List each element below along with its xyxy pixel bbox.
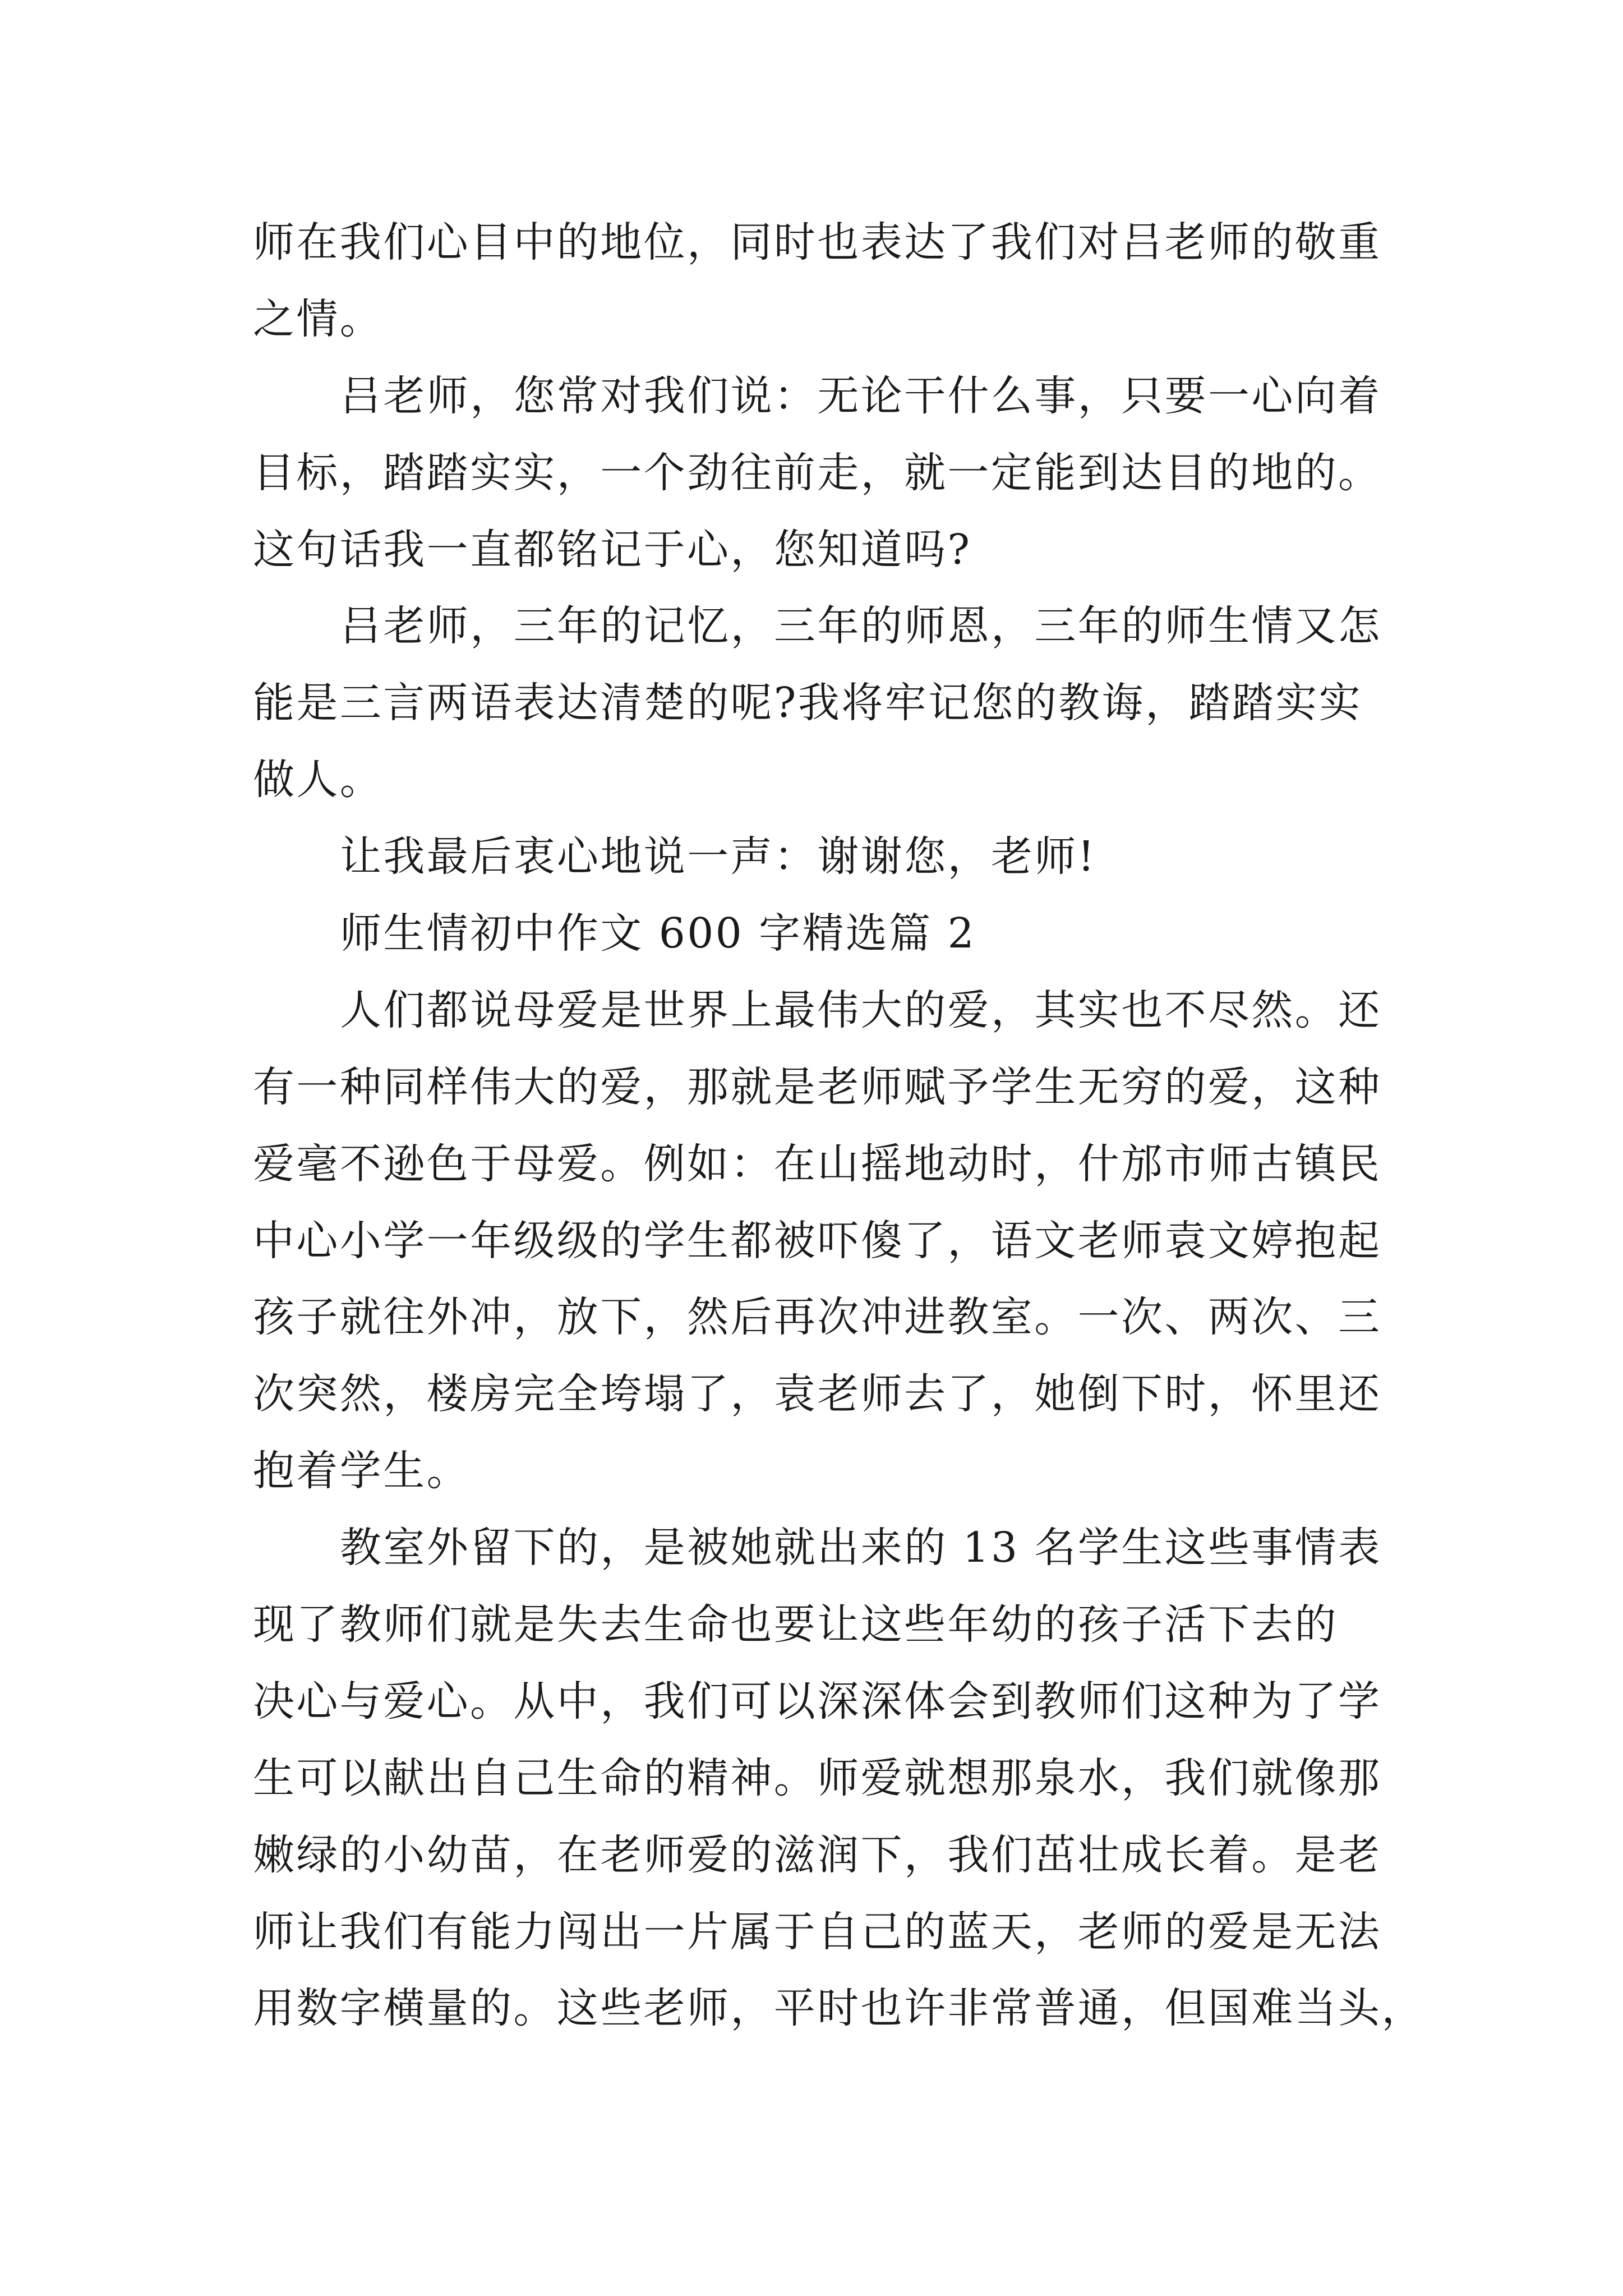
paragraph (253, 588, 1431, 818)
text-line: 师生情初中作文 600 字精选篇 2 (340, 909, 976, 958)
body-text (253, 204, 1431, 2047)
paragraph (253, 1510, 1431, 2047)
paragraph (253, 818, 1431, 895)
paragraph (253, 358, 1431, 588)
text-line: 中心小学一年级级的学生都被吓傻了，语文老师袁文婷抱起 (253, 1216, 1382, 1265)
text-line: 能是三言两语表达清楚的呢?我将牢记您的教诲，踏踏实实 (253, 679, 1363, 728)
text-line: 师在我们心目中的地位，同时也表达了我们对吕老师的敬重 (253, 218, 1382, 266)
text-line: 让我最后衷心地说一声：谢谢您，老师! (340, 832, 1096, 881)
text-line: 之情。 (253, 295, 384, 343)
text-line: 生可以献出自己生命的精神。师爱就想那泉水，我们就像那 (253, 1754, 1382, 1802)
text-line: 有一种同样伟大的爱，那就是老师赋予学生无穷的爱，这种 (253, 1062, 1382, 1111)
text-line: 抱着学生。 (253, 1447, 470, 1496)
paragraph (253, 895, 1431, 972)
text-line: 用数字横量的。这些老师，平时也许非常普通，但国难当头， (253, 1984, 1425, 2033)
text-line: 教室外留下的，是被她就出来的 13 名学生这些事情表 (340, 1524, 1382, 1572)
text-line: 嫩绿的小幼苗，在老师爱的滋润下，我们茁壮成长着。是老 (253, 1830, 1382, 1879)
paragraph (253, 972, 1431, 1510)
text-line: 次突然，楼房完全垮塌了，袁老师去了，她倒下时，怀里还 (253, 1370, 1382, 1419)
text-line: 目标，踏踏实实，一个劲往前走，就一定能到达目的地的。 (253, 448, 1382, 497)
text-line: 决心与爱心。从中，我们可以深深体会到教师们这种为了学 (253, 1677, 1382, 1726)
text-line: 现了教师们就是失去生命也要让这些年幼的孩子活下去的 (253, 1600, 1338, 1649)
text-line: 爱毫不逊色于母爱。例如：在山摇地动时，什邡市师古镇民 (253, 1139, 1382, 1188)
paragraph (253, 204, 1431, 358)
text-line: 吕老师，三年的记忆，三年的师恩，三年的师生情又怎 (340, 602, 1382, 651)
text-line: 人们都说母爱是世界上最伟大的爱，其实也不尽然。还 (340, 986, 1382, 1034)
text-line: 做人。 (253, 756, 384, 804)
text-line: 孩子就往外冲，放下，然后再次冲进教室。一次、两次、三 (253, 1293, 1382, 1342)
text-line: 吕老师，您常对我们说：无论干什么事，只要一心向着 (340, 371, 1382, 420)
text-line: 这句话我一直都铭记于心，您知道吗? (253, 525, 972, 574)
text-line: 师让我们有能力闯出一片属于自己的蓝天，老师的爱是无法 (253, 1907, 1382, 1956)
